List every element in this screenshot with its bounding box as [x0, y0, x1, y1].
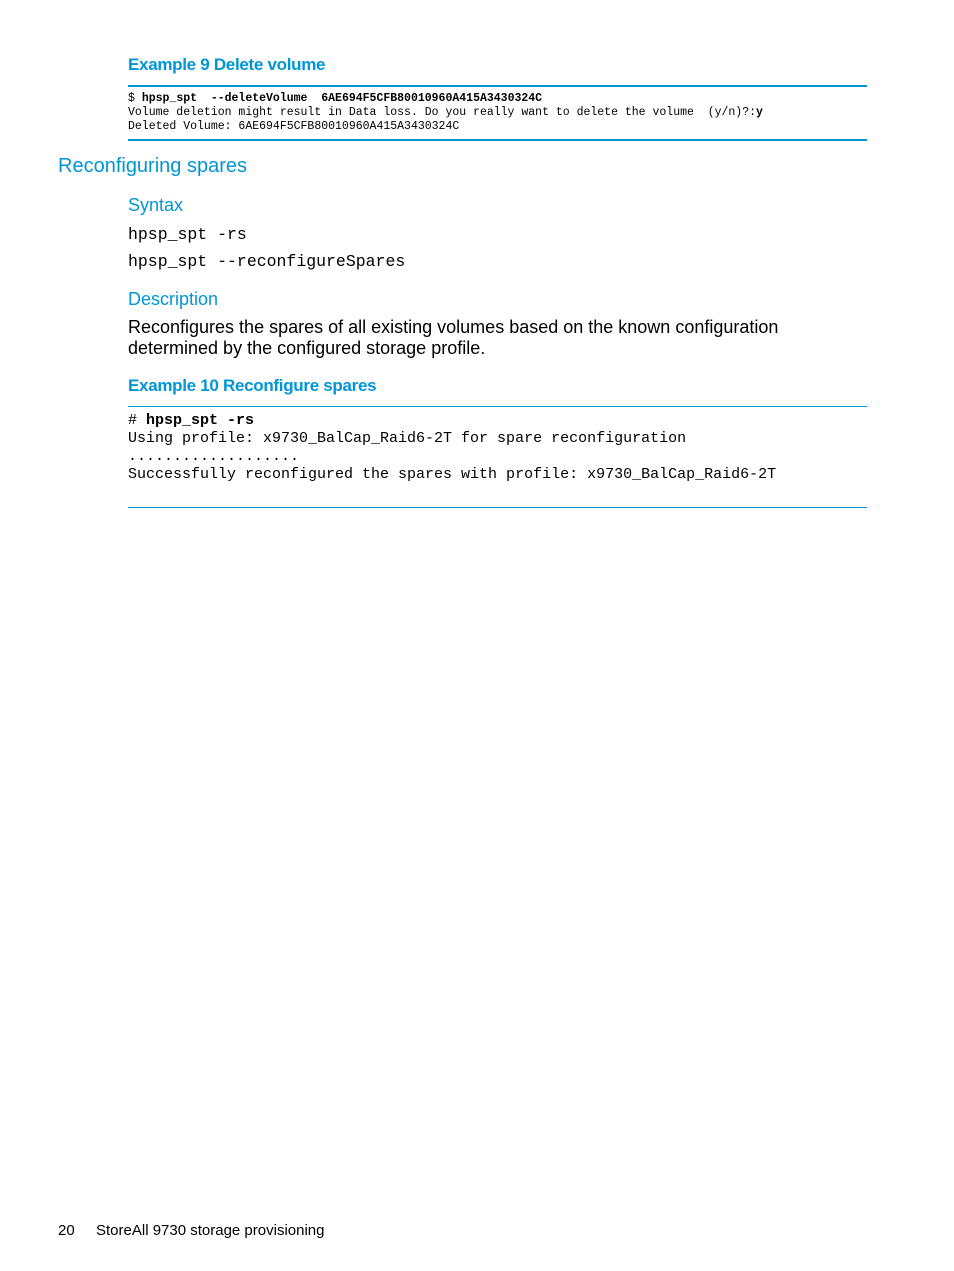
section-title: Reconfiguring spares — [58, 155, 247, 177]
code-prompt: # — [128, 412, 147, 429]
code-line — [128, 106, 763, 120]
code-line: ................... — [128, 448, 300, 465]
code-output: Volume deletion might result in Data loss. Do you really want to delete the volume (y/n)?: — [128, 106, 757, 119]
example-9-code-block — [128, 92, 763, 134]
code-line: Using profile: x9730_BalCap_Raid6-2T for spare reconfiguration — [128, 430, 687, 447]
page-number: 20 — [58, 1222, 75, 1239]
example-10-code-block — [128, 412, 776, 484]
code-answer: y — [756, 106, 763, 119]
example-10-top-rule — [128, 406, 867, 407]
code-line — [128, 92, 763, 106]
example-10-bottom-rule — [128, 507, 867, 508]
code-line: Deleted Volume: 6AE694F5CFB80010960A415A3430324C — [128, 120, 460, 133]
code-line — [128, 412, 776, 430]
syntax-line-long: hpsp_spt --reconfigureSpares — [128, 252, 406, 271]
example-10-title: Example 10 Reconfigure spares — [128, 376, 377, 395]
description-heading: Description — [128, 289, 219, 309]
example-9-title: Example 9 Delete volume — [128, 55, 326, 74]
code-line: Successfully reconfigured the spares with profile: x9730_BalCap_Raid6-2T — [128, 466, 777, 483]
code-command: hpsp_spt -rs — [146, 412, 255, 429]
description-text: Reconfigures the spares of all existing volumes based on the known configuration determined by the configured storage profile. — [128, 317, 779, 358]
code-prompt: $ — [128, 92, 142, 105]
code-command: hpsp_spt --deleteVolume 6AE694F5CFB80010960A415A3430324C — [141, 92, 543, 105]
example-9-top-rule — [128, 85, 867, 87]
footer-chapter-title: StoreAll 9730 storage provisioning — [96, 1222, 325, 1239]
syntax-line-short: hpsp_spt -rs — [128, 225, 247, 244]
syntax-heading: Syntax — [128, 195, 184, 215]
example-9-bottom-rule — [128, 139, 867, 141]
